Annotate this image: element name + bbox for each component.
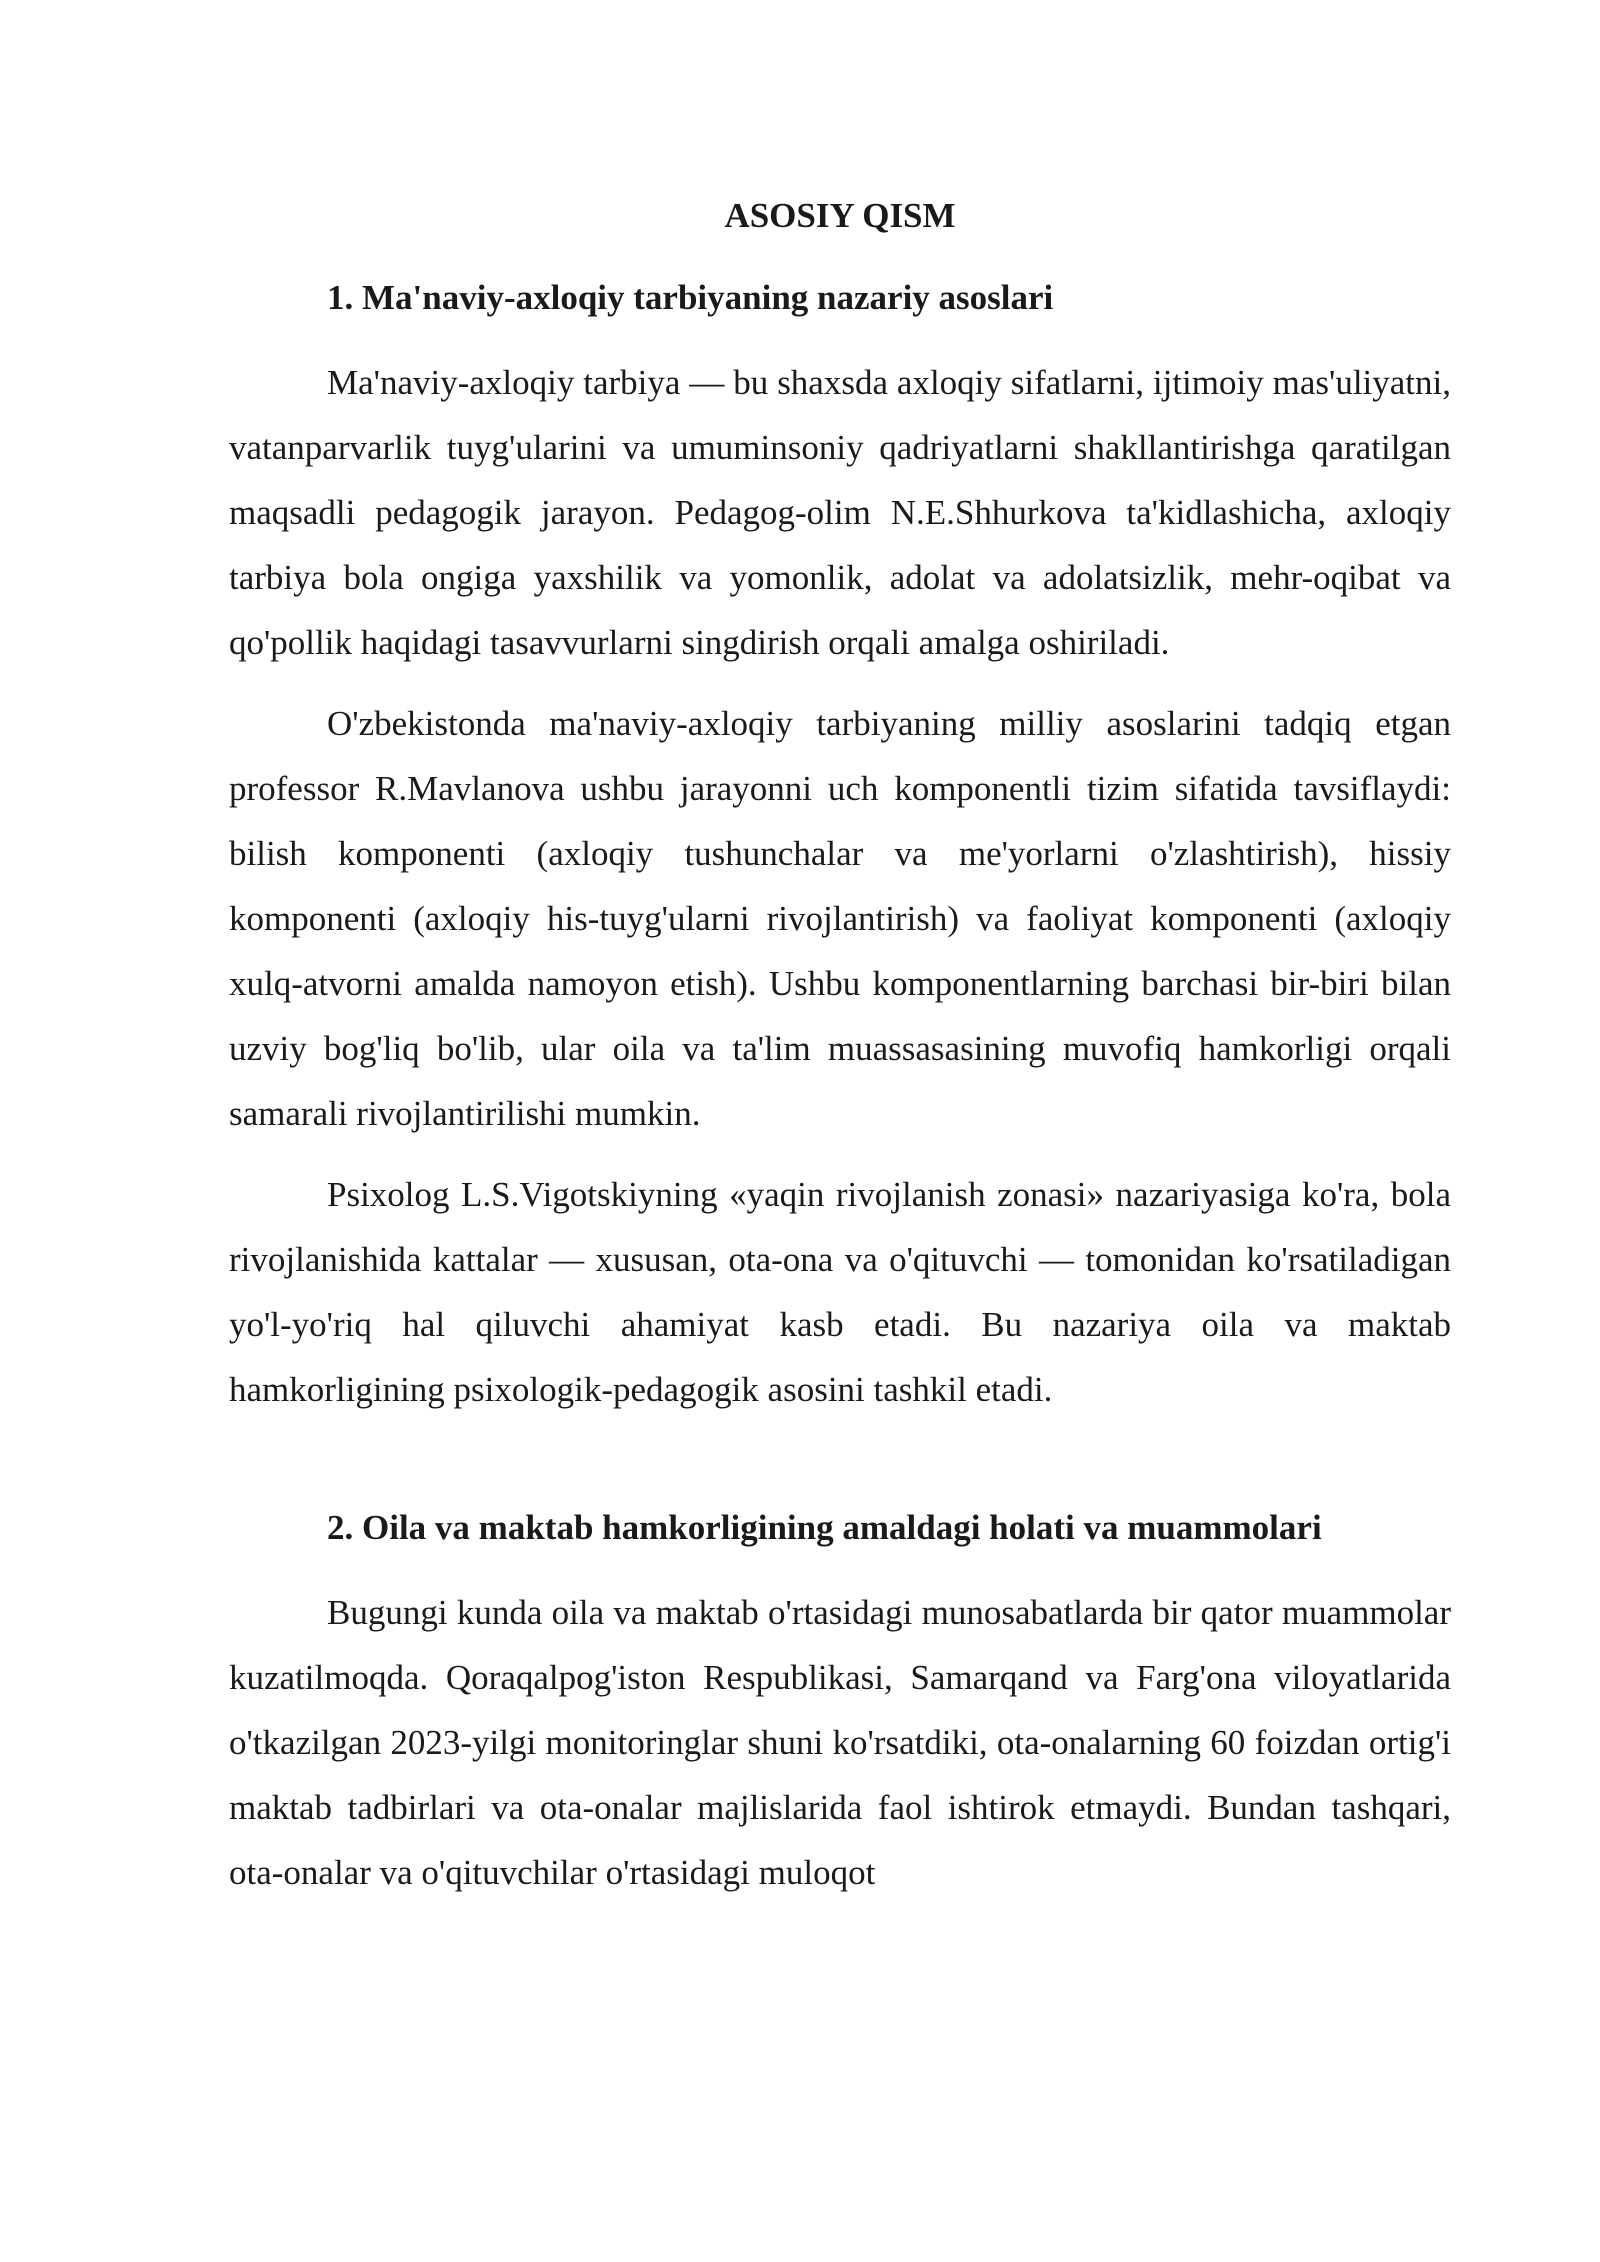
section-heading: 2. Oila va maktab hamkorligining amaldagi holati va muammolari (327, 1508, 1322, 1547)
section-theoretical-foundations (229, 274, 1451, 1422)
section-heading: 1. Ma'naviy-axloqiy tarbiyaning nazariy asoslari (327, 278, 1054, 317)
section-current-state (229, 1504, 1451, 1905)
paragraph: O'zbekistonda ma'naviy-axloqiy tarbiyaning milliy asoslarini tadqiq etgan professor R.Mavlanova ushbu jarayonni uch komponentli tizim sifatida tavsiflaydi: bilish komponenti (axloqiy tushunchalar va me'yorlarni o'zlashtirish), hissiy komponenti (axloqiy his-tuyg'ularni rivojlantirish) va faoliyat komponenti (axloqiy xulq-atvorni amalda namoyon etish). Ushbu komponentlarning barchasi bir-biri bilan uzviy bog'liq bo'lib, ular oila va ta'lim muassasasining muvofiq hamkorligi orqali samarali rivojlantirilishi mumkin. (229, 704, 1451, 1133)
document-body (229, 192, 1451, 1921)
page-title: ASOSIY QISM (724, 196, 956, 235)
paragraph: Psixolog L.S.Vigotskiyning «yaqin rivojlanish zonasi» nazariyasiga ko'ra, bola rivojlanishida kattalar — xususan, ota-ona va o'qituvchi — tomonidan ko'rsatiladigan yo'l-yo'riq hal qiluvchi ahamiyat kasb etadi. Bu nazariya oila va maktab hamkorligining psixologik-pedagogik asosini tashkil etadi. (229, 1175, 1451, 1409)
paragraph: Ma'naviy-axloqiy tarbiya — bu shaxsda axloqiy sifatlarni, ijtimoiy mas'uliyatni, vatanparvarlik tuyg'ularini va umuminsoniy qadriyatlarni shakllantirishga qaratilgan maqsadli pedagogik jarayon. Pedagog-olim N.E.Shhurkova ta'kidlashicha, axloqiy tarbiya bola ongiga yaxshilik va yomonlik, adolat va adolatsizlik, mehr-oqibat va qo'pollik haqidagi tasavvurlarni singdirish orqali amalga oshiriladi. (229, 363, 1451, 662)
paragraph: Bugungi kunda oila va maktab o'rtasidagi munosabatlarda bir qator muammolar kuzatilmoqda. Qoraqalpog'iston Respublikasi, Samarqand va Farg'ona viloyatlarida o'tkazilgan 2023-yilgi monitoringlar shuni ko'rsatdiki, ota-onalarning 60 foizdan ortig'i maktab tadbirlari va ota-onalar majlislarida faol ishtirok etmaydi. Bundan tashqari, ota-onalar va o'qituvchilar o'rtasidagi muloqot (229, 1593, 1451, 1892)
